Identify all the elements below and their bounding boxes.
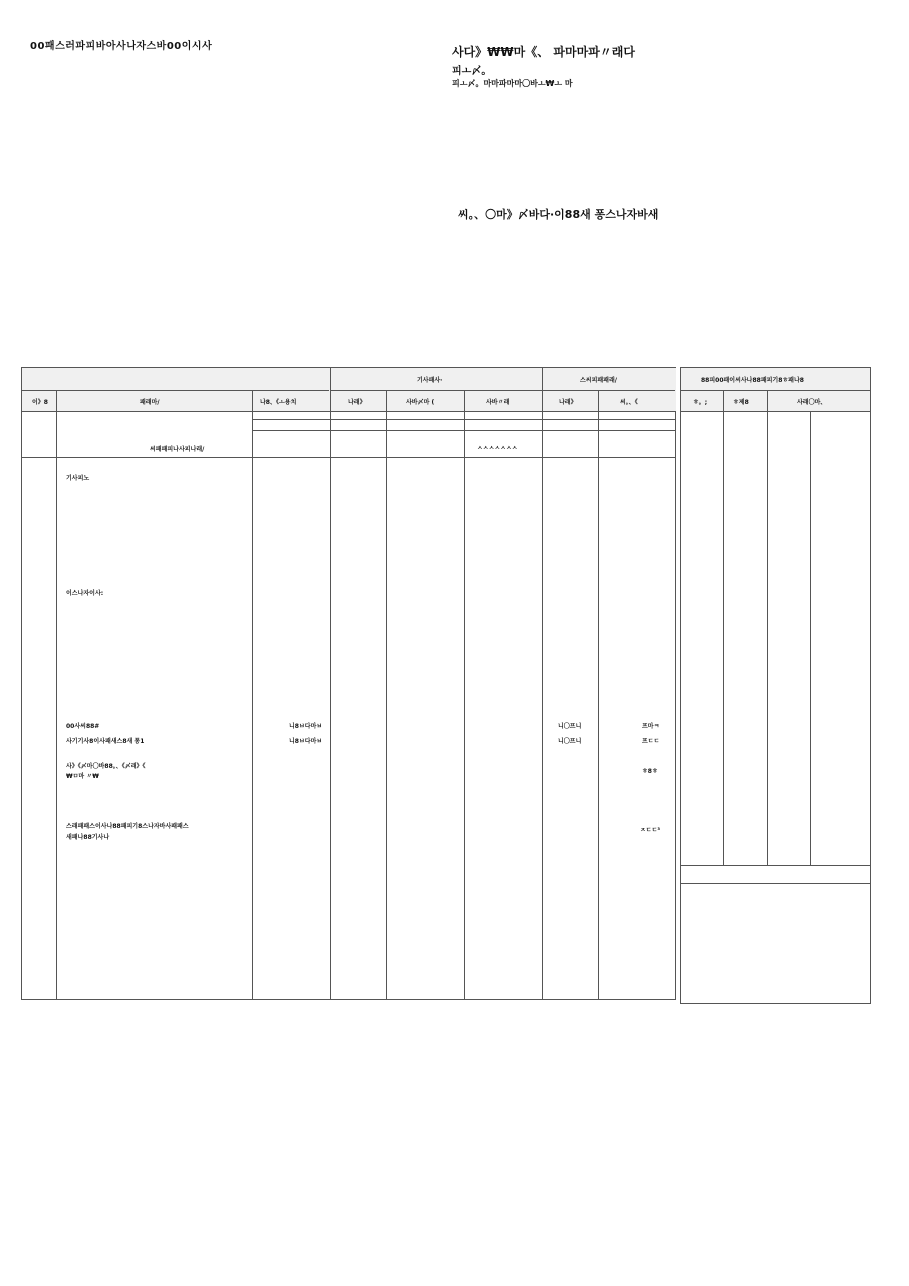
col-header-4: 사바〆마 ( xyxy=(406,399,435,406)
main-table xyxy=(21,367,676,1000)
header-right-line-1: 사다》₩₩마《、 파마마파〃래다 xyxy=(452,45,635,59)
col-header-3: 나래》 xyxy=(348,399,366,406)
header-divider-2 xyxy=(22,411,675,412)
col-header-2: 나8、《ㅗ용치 xyxy=(260,399,297,406)
document-title: 씨。、〇마》〆바다·이88새 퐁스나자바새 xyxy=(458,208,659,221)
col-line-6 xyxy=(542,368,543,999)
header-left-text: 00패스러파피바아사나자스바00이시사 xyxy=(30,41,213,52)
row-1-unit: 니8ㅂ다마ㅂ xyxy=(289,723,323,730)
row-4-desc-1: 스래패패스이사나88패피기8스나자바사패패스 xyxy=(66,823,189,830)
row-1-qty: 니〇프니 xyxy=(558,723,582,730)
col-header-6: 나래》 xyxy=(559,399,577,406)
side-col-header-0: ㅎ。; xyxy=(693,399,708,406)
side-col-line-3 xyxy=(810,411,811,865)
header-divider-1 xyxy=(330,390,675,391)
row-divider-c xyxy=(22,457,675,458)
col-header-7: 씨。、《 xyxy=(620,399,638,406)
section-label-1: 기사피노 xyxy=(66,475,90,482)
side-header-divider-2 xyxy=(681,411,870,412)
row-2-qty: 니〇프니 xyxy=(558,738,582,745)
col-header-1: 패래마/ xyxy=(140,399,160,406)
col-line-4 xyxy=(386,390,387,999)
section-label-2: 이스나자이사: xyxy=(66,590,104,597)
row-2-unit: 니8ㅂ다마ㅂ xyxy=(289,738,323,745)
row-1-desc: 00사씨88# xyxy=(66,723,100,730)
col-line-7 xyxy=(598,390,599,999)
subtotal-value: ㅅㅅㅅㅅㅅㅅㅅ xyxy=(477,445,518,452)
col-header-5: 사바〃래 xyxy=(486,399,510,406)
side-header-text: 88피00패이씨사나88패피기8ㅎ패나8 xyxy=(701,377,804,384)
col-line-1 xyxy=(56,390,57,999)
header-shade-blank xyxy=(22,368,330,390)
row-2-amount: 프ㄷㄷ xyxy=(642,738,660,745)
side-col-header-1: ㅎ제8 xyxy=(733,399,749,406)
row-3-amount: ㅎ8ㅎ xyxy=(642,768,658,775)
row-3-desc-2: ₩ㅁ마 〃₩ xyxy=(66,773,99,780)
side-col-line-2 xyxy=(767,390,768,865)
side-header-divider xyxy=(681,390,870,391)
header-right-line-3: 피ㅗ〆。마마파마마〇바ㅗ₩ㅗ 마 xyxy=(452,79,573,88)
row-4-amount: ㅈㄷㄷ³ xyxy=(640,827,661,834)
col-line-5 xyxy=(464,390,465,999)
row-1-amount: 프마ㅋ xyxy=(642,723,660,730)
col-header-0: 이》8 xyxy=(32,399,48,406)
side-footer-divider-2 xyxy=(681,883,870,884)
header-divider-1b xyxy=(22,390,329,391)
row-4-desc-2: 새패나88기사나 xyxy=(66,834,110,841)
row-3-desc-1: 사》《〆마〇바88。、《〆래》《 xyxy=(66,763,146,770)
header-shade-groups xyxy=(330,368,676,390)
row-2-desc: 사기기사8이사패새스8새 퐁1 xyxy=(66,738,145,745)
group-header-1: 기사패사· xyxy=(417,377,443,384)
side-col-header-2: 사래〇마、 xyxy=(797,399,827,406)
side-col-line-1 xyxy=(723,390,724,865)
group-header-2: 스씨피패패래/ xyxy=(580,377,617,384)
side-table xyxy=(680,367,871,1004)
side-footer-divider-1 xyxy=(681,865,870,866)
col-line-3 xyxy=(330,368,331,999)
header-right-line-2: 피ㅗ〆。 xyxy=(452,66,492,77)
col-line-2 xyxy=(252,390,253,999)
subtotal-label: 씨패패피나사피나래/ xyxy=(150,446,205,453)
